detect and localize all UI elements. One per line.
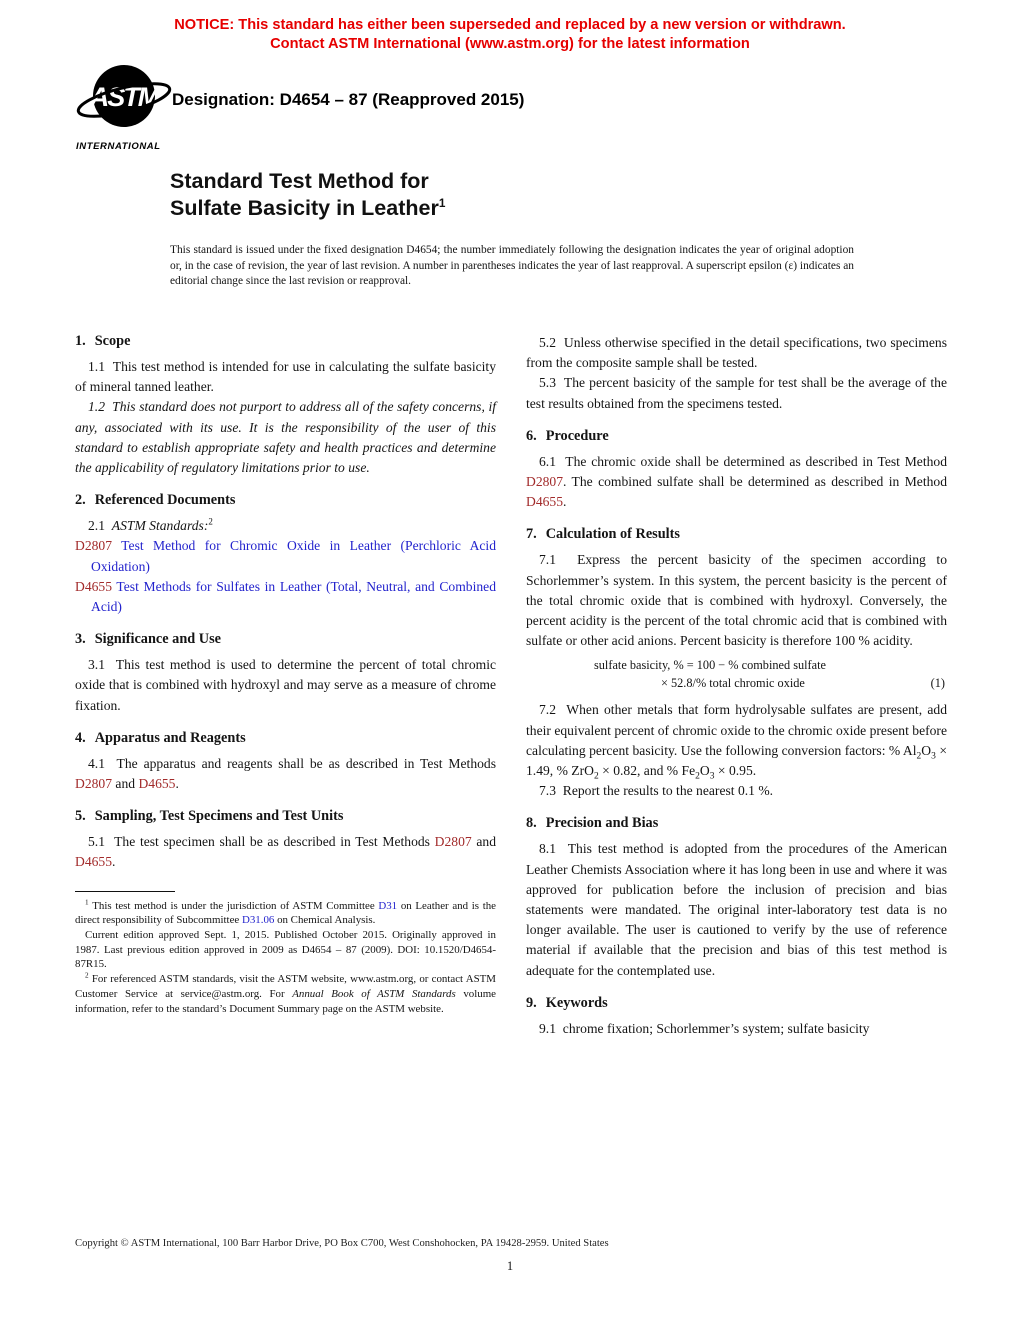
- section-8-title: Precision and Bias: [545, 815, 659, 832]
- footnote-1-edition: Current edition approved Sept. 1, 2015. Published October 2015. Originally approved in 1987. Last previous edition approved in 2009 as D4654 – 87 (2009). DOI: 10.1520/D4654-87R15.: [75, 929, 496, 971]
- section-6-number: 6.: [526, 427, 537, 444]
- section-3-title: Significance and Use: [94, 631, 222, 648]
- para-7-3: 7.3 Report the results to the nearest 0.1 %.: [539, 783, 774, 799]
- para-4-1-text: 4.1 The apparatus and reagents shall be as described in Test Methods: [88, 755, 496, 771]
- section-2-title: Referenced Documents: [94, 492, 236, 509]
- section-5-title: Sampling, Test Specimens and Test Units: [94, 808, 344, 825]
- footnote-2: [75, 972, 496, 1016]
- para-4-1-text: .: [175, 776, 179, 792]
- section-2-number: 2.: [75, 492, 86, 509]
- para-4-1: [75, 754, 496, 794]
- footnote-rule: [75, 891, 175, 892]
- section-6-title: Procedure: [545, 427, 609, 444]
- reference-d4655-title[interactable]: Test Methods for Sulfates in Leather (Total, Neutral, and Combined Acid): [91, 578, 496, 615]
- equation-1-line2: [661, 675, 947, 693]
- link-d4655[interactable]: D4655: [526, 494, 564, 510]
- copyright-line: Copyright © ASTM International, 100 Barr Harbor Drive, PO Box C700, West Conshohocken, PA 19428-2959. United States: [75, 1238, 609, 1249]
- subscript: 2: [916, 751, 922, 762]
- section-3-number: 3.: [75, 631, 86, 648]
- link-d31[interactable]: D31: [378, 899, 398, 912]
- para-7-2-text: × 0.82, and % Fe: [598, 763, 696, 779]
- document-body: [75, 331, 947, 1039]
- para-1-2: 1.2 This standard does not purport to address all of the safety concerns, if any, associated with its use. It is the responsibility of the user of this standard to establish appropriate safety and health practices and determine the applicability of regulatory limitations prior to use.: [75, 399, 496, 476]
- para-1-1: 1.1 This test method is intended for use in calculating the sulfate basicity of mineral tanned leather.: [75, 359, 496, 395]
- section-1-heading: [75, 333, 496, 350]
- link-d2807[interactable]: D2807: [75, 538, 113, 554]
- footnote-1-marker: 1: [85, 898, 89, 907]
- para-5-1-text: 5.1 The test specimen shall be as described in Test Methods: [88, 834, 435, 850]
- page-number: 1: [506, 1259, 514, 1273]
- link-d2807[interactable]: D2807: [526, 474, 564, 490]
- subscript: 3: [931, 751, 936, 762]
- footnote-2-book-title: Annual Book of ASTM Standards: [292, 987, 456, 1000]
- para-5-2: 5.2 Unless otherwise specified in the detail specifications, two specimens from the composite sample shall be tested.: [526, 335, 947, 371]
- section-4-heading: [75, 730, 496, 747]
- equation-1: [526, 657, 947, 692]
- para-7-2-text: × 1.49, % ZrO: [526, 742, 947, 779]
- doc-title-line1: Standard Test Method for: [170, 169, 429, 193]
- section-7-title: Calculation of Results: [545, 526, 680, 543]
- link-d2807[interactable]: D2807: [75, 776, 113, 792]
- footnotes: [75, 891, 496, 1017]
- para-7-2-text: 7.2 When other metals that form hydrolysable sulfates are present, add their equivalent percent of chromic oxide to the chromic oxide present before calculating percent basicity. Use the following conversion factors: % Al: [526, 702, 947, 758]
- section-1-number: 1.: [75, 333, 86, 349]
- section-8-number: 8.: [526, 815, 537, 832]
- section-7-heading: [526, 526, 947, 543]
- para-7-2-text: × 0.95.: [714, 763, 757, 779]
- section-5-heading: [75, 808, 496, 825]
- link-d4655[interactable]: D4655: [75, 578, 113, 594]
- link-d31-06[interactable]: D31.06: [241, 914, 275, 927]
- para-6-1-text: .: [563, 494, 567, 510]
- section-9-title: Keywords: [545, 994, 608, 1011]
- reference-d2807-title[interactable]: Test Method for Chromic Oxide in Leather (Perchloric Acid Oxidation): [91, 538, 496, 574]
- para-5-1-text: .: [112, 854, 116, 870]
- doc-title-footnote-ref: 1: [438, 195, 446, 210]
- section-2-heading: [75, 492, 496, 509]
- notice-line2: Contact ASTM International (www.astm.org) for the latest information: [270, 35, 750, 52]
- equation-1-line1: sulfate basicity, % = 100 − % combined sulfate: [594, 658, 826, 673]
- para-6-1: [526, 452, 947, 513]
- doc-title: [170, 168, 445, 222]
- link-d4655[interactable]: D4655: [138, 776, 176, 792]
- footnote-ref-2: 2: [208, 516, 213, 527]
- para-5-3: 5.3 The percent basicity of the sample for test shall be the average of the test results obtained from the specimens tested.: [526, 375, 947, 411]
- para-9-1: 9.1 chrome fixation; Schorlemmer’s system; sulfate basicity: [539, 1020, 870, 1036]
- footnote-2-text: volume information, refer to the standard’s Document Summary page on the ASTM website.: [75, 987, 497, 1015]
- para-6-1-text: 6.1 The chromic oxide shall be determined as described in Test Method: [539, 453, 947, 469]
- equation-1-number: (1): [930, 675, 945, 690]
- para-5-1-text: and: [471, 834, 496, 850]
- column-right: [526, 331, 947, 1039]
- para-2-1-lead: 2.1: [88, 518, 112, 534]
- equation-1-line2-text: × 52.8/% total chromic oxide: [661, 675, 805, 690]
- column-left: [75, 331, 496, 1039]
- subscript: 2: [695, 771, 700, 782]
- section-6-heading: [526, 428, 947, 445]
- section-3-heading: [75, 631, 496, 648]
- notice-line1: NOTICE: This standard has either been superseded and replaced by a new version or withdrawn.: [174, 17, 846, 33]
- section-9-number: 9.: [526, 994, 537, 1011]
- footnote-1-text: on Leather and is the direct responsibility of Subcommittee: [75, 899, 496, 927]
- astm-logo-subtext: INTERNATIONAL: [76, 141, 161, 152]
- doc-title-line2: Sulfate Basicity in Leather: [170, 196, 439, 220]
- para-6-1-text: . The combined sulfate shall be determined as described in Method: [563, 474, 947, 490]
- subscript: 3: [709, 771, 715, 782]
- para-4-1-text: and: [112, 776, 139, 792]
- para-2-1-italic: ASTM Standards:: [111, 518, 209, 534]
- designation: Designation: D4654 – 87 (Reapproved 2015): [172, 90, 525, 109]
- footnote-2-marker: 2: [85, 971, 89, 980]
- para-7-2-text: O: [921, 742, 932, 758]
- footnote-1-text: This test method is under the jurisdiction of ASTM Committee: [88, 899, 379, 912]
- section-7-number: 7.: [526, 526, 537, 543]
- footnote-1: [75, 899, 496, 928]
- reference-d2807: [75, 536, 496, 576]
- astm-logo: [74, 62, 184, 152]
- subscript: 2: [593, 771, 599, 782]
- section-4-title: Apparatus and Reagents: [94, 729, 246, 746]
- reference-d4655: [75, 577, 496, 617]
- para-3-1: 3.1 This test method is used to determine the percent of total chromic oxide that is combined with hydroxyl and may serve as a measure of chrome fixation.: [75, 657, 496, 713]
- footnote-2-text: For referenced ASTM standards, visit the ASTM website, www.astm.org, or contact ASTM Customer Service at service@astm.org. For: [75, 973, 496, 1000]
- para-7-2-text: O: [699, 763, 710, 779]
- section-9-heading: [526, 995, 947, 1012]
- section-4-number: 4.: [75, 729, 86, 746]
- section-1-title: Scope: [94, 333, 131, 349]
- section-5-number: 5.: [75, 808, 86, 825]
- astm-logo-icon: [74, 62, 174, 138]
- para-5-1: [75, 832, 496, 872]
- para-2-1: [75, 516, 496, 536]
- para-7-2: [526, 700, 947, 781]
- para-7-1: 7.1 Express the percent basicity of the specimen according to Schorlemmer’s system. In this system, the percent basicity is the percent of the total chromic oxide that is combined with hydroxyl. Conversely, the percent acidity is the percent of the total chromic acid that is combined with sulfate or other acid anions. Percent basicity is therefore 100 % acidity.: [526, 552, 947, 649]
- para-8-1: 8.1 This test method is adopted from the procedures of the American Leather Chemists Association where it has long been in use and where it was approved for publication before the inclusion of precision and bias statements were mandated. The original inter-laboratory test data is no longer available. The user is cautioned to verify by the use of reference material if available that the precision and bias of this test method is adequate for the contemplated use.: [526, 841, 947, 978]
- section-8-heading: [526, 815, 947, 832]
- astm-logo-text: ASTM: [89, 82, 159, 112]
- footnote-1-text: on Chemical Analysis.: [274, 914, 376, 927]
- link-d4655[interactable]: D4655: [75, 854, 113, 870]
- link-d2807[interactable]: D2807: [434, 834, 472, 850]
- preamble: This standard is issued under the fixed designation D4654; the number immediately following the designation indicates the year of original adoption or, in the case of revision, the year of last revision. A number in parentheses indicates the year of last reapproval. A superscript epsilon (ε) indicates an editorial change since the last revision or reapproval.: [170, 244, 854, 288]
- notice-banner: [0, 16, 1020, 53]
